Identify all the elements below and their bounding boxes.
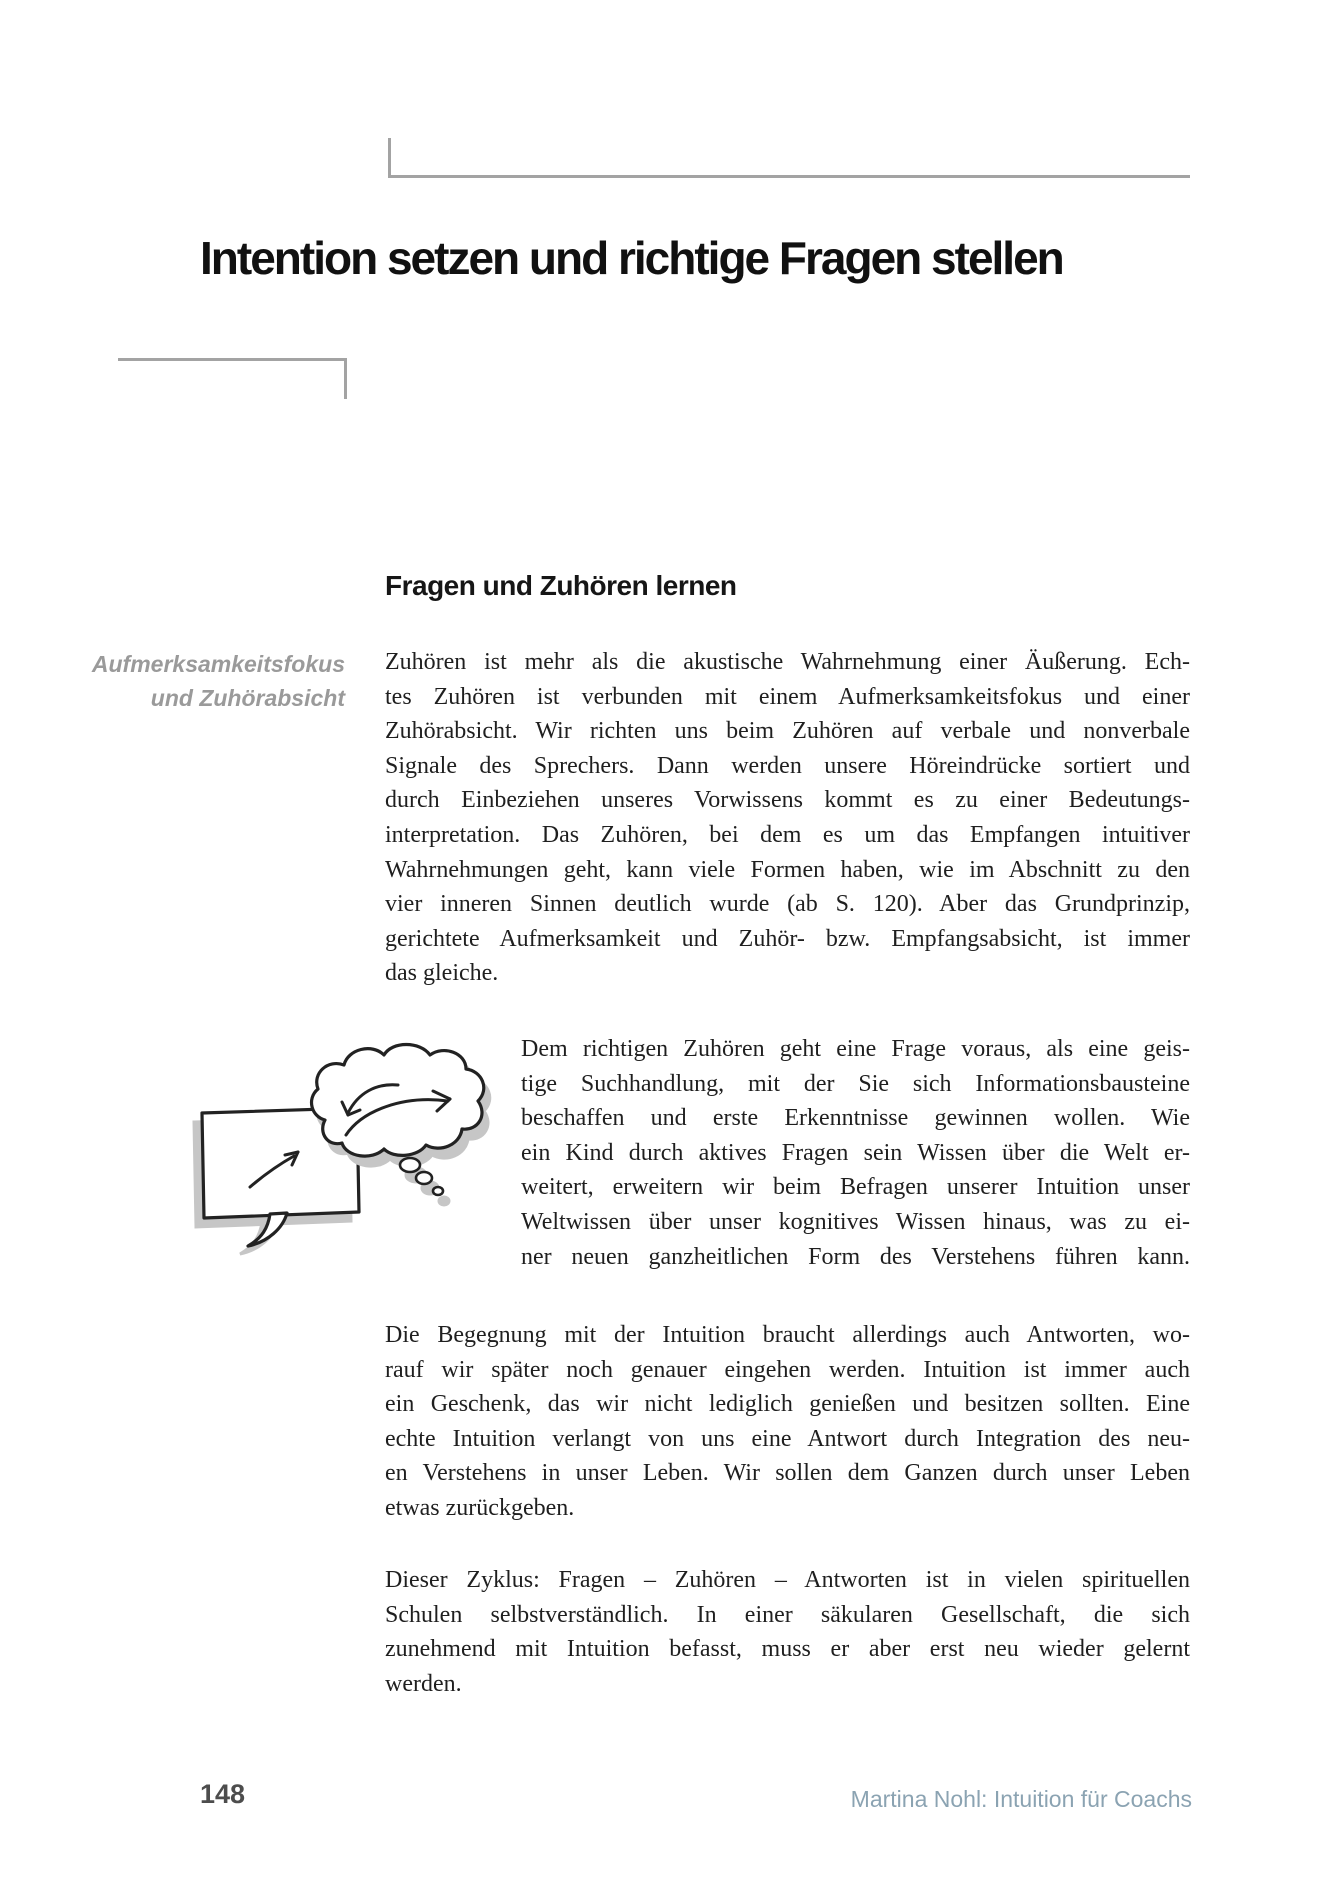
text-line: vier inneren Sinnen deutlich wurde (ab S. 120). Aber das Grundprinzip, [385,891,1190,918]
text-line: rauf wir später noch genauer eingehen werden. Intuition ist immer auch [385,1356,1190,1383]
text-line: gerichtete Aufmerksamkeit und Zuhör- bzw. Empfangsabsicht, ist immer [385,925,1190,952]
section-heading: Fragen und Zuhören lernen [385,570,737,601]
margin-note-line: Aufmerksamkeitsfokus [91,651,345,677]
text-line: en Verstehens in unser Leben. Wir sollen dem Ganzen durch unser Leben [385,1460,1190,1487]
top-corner-rule [388,175,1190,178]
text-line: tes Zuhören ist verbunden mit einem Aufmerksamkeitsfokus und einer [385,683,1190,710]
text-line: weitert, erweitern wir beim Befragen unserer Intuition unser [521,1174,1190,1201]
top-corner-rule-tick [388,138,391,178]
thought-cloud-shape [312,1045,484,1157]
text-line: werden. [385,1670,462,1697]
footer-page-number: 148 [200,1779,246,1809]
text-line: ein Geschenk, das wir nicht lediglich genießen und besitzen sollten. Eine [385,1391,1190,1418]
text-line: Zuhörabsicht. Wir richten uns beim Zuhören auf verbale und nonverbale [385,718,1190,745]
left-corner-rule [118,358,347,361]
paragraph-2 [521,1032,1190,1274]
footer-running-title: Martina Nohl: Intuition für Coachs [850,1786,1192,1812]
sketch-illustration [140,1025,530,1275]
chapter-title: Intention setzen und richtige Fragen stellen [200,232,1063,284]
text-line: Die Begegnung mit der Intuition braucht allerdings auch Antworten, wo- [385,1322,1190,1348]
text-line: Dem richtigen Zuhören geht eine Frage voraus, als eine geis- [521,1036,1190,1062]
text-line: Zuhören ist mehr als die akustische Wahrnehmung einer Äußerung. Ech- [385,649,1190,675]
text-line: ein Kind durch aktives Fragen sein Wissen über die Welt er- [521,1139,1190,1166]
paragraph-1 [385,645,1190,991]
text-line: zunehmend mit Intuition befasst, muss er aber erst neu wieder gelernt [385,1636,1190,1663]
paragraph-4 [385,1563,1190,1701]
margin-note [45,647,345,715]
text-line: durch Einbeziehen unseres Vorwissens kommt es zu einer Bedeutungs- [385,787,1190,814]
left-corner-rule-tick [344,358,347,399]
text-line: beschaffen und erste Erkenntnisse gewinnen wollen. Wie [521,1105,1190,1132]
text-line: Signale des Sprechers. Dann werden unsere Höreindrücke sortiert und [385,752,1190,779]
text-line: das gleiche. [385,960,499,987]
text-line: ner neuen ganzheitlichen Form des Verstehens führen kann. [521,1243,1190,1270]
text-line: interpretation. Das Zuhören, bei dem es um das Empfangen intuitiver [385,821,1190,848]
text-line: echte Intuition verlangt von uns eine Antwort durch Integration des neu- [385,1425,1190,1452]
paragraph-3 [385,1318,1190,1526]
text-line: Weltwissen über unser kognitives Wissen hinaus, was zu ei- [521,1208,1190,1235]
text-line: etwas zurückgeben. [385,1494,575,1521]
text-line: Dieser Zyklus: Fragen – Zuhören – Antworten ist in vielen spirituellen [385,1567,1190,1593]
margin-note-line: und Zuhörabsicht [150,685,345,711]
text-line: Schulen selbstverständlich. In einer säkularen Gesellschaft, die sich [385,1601,1190,1628]
text-line: Wahrnehmungen geht, kann viele Formen haben, wie im Abschnitt zu den [385,856,1190,883]
text-line: tige Suchhandlung, mit der Sie sich Informationsbausteine [521,1070,1190,1097]
